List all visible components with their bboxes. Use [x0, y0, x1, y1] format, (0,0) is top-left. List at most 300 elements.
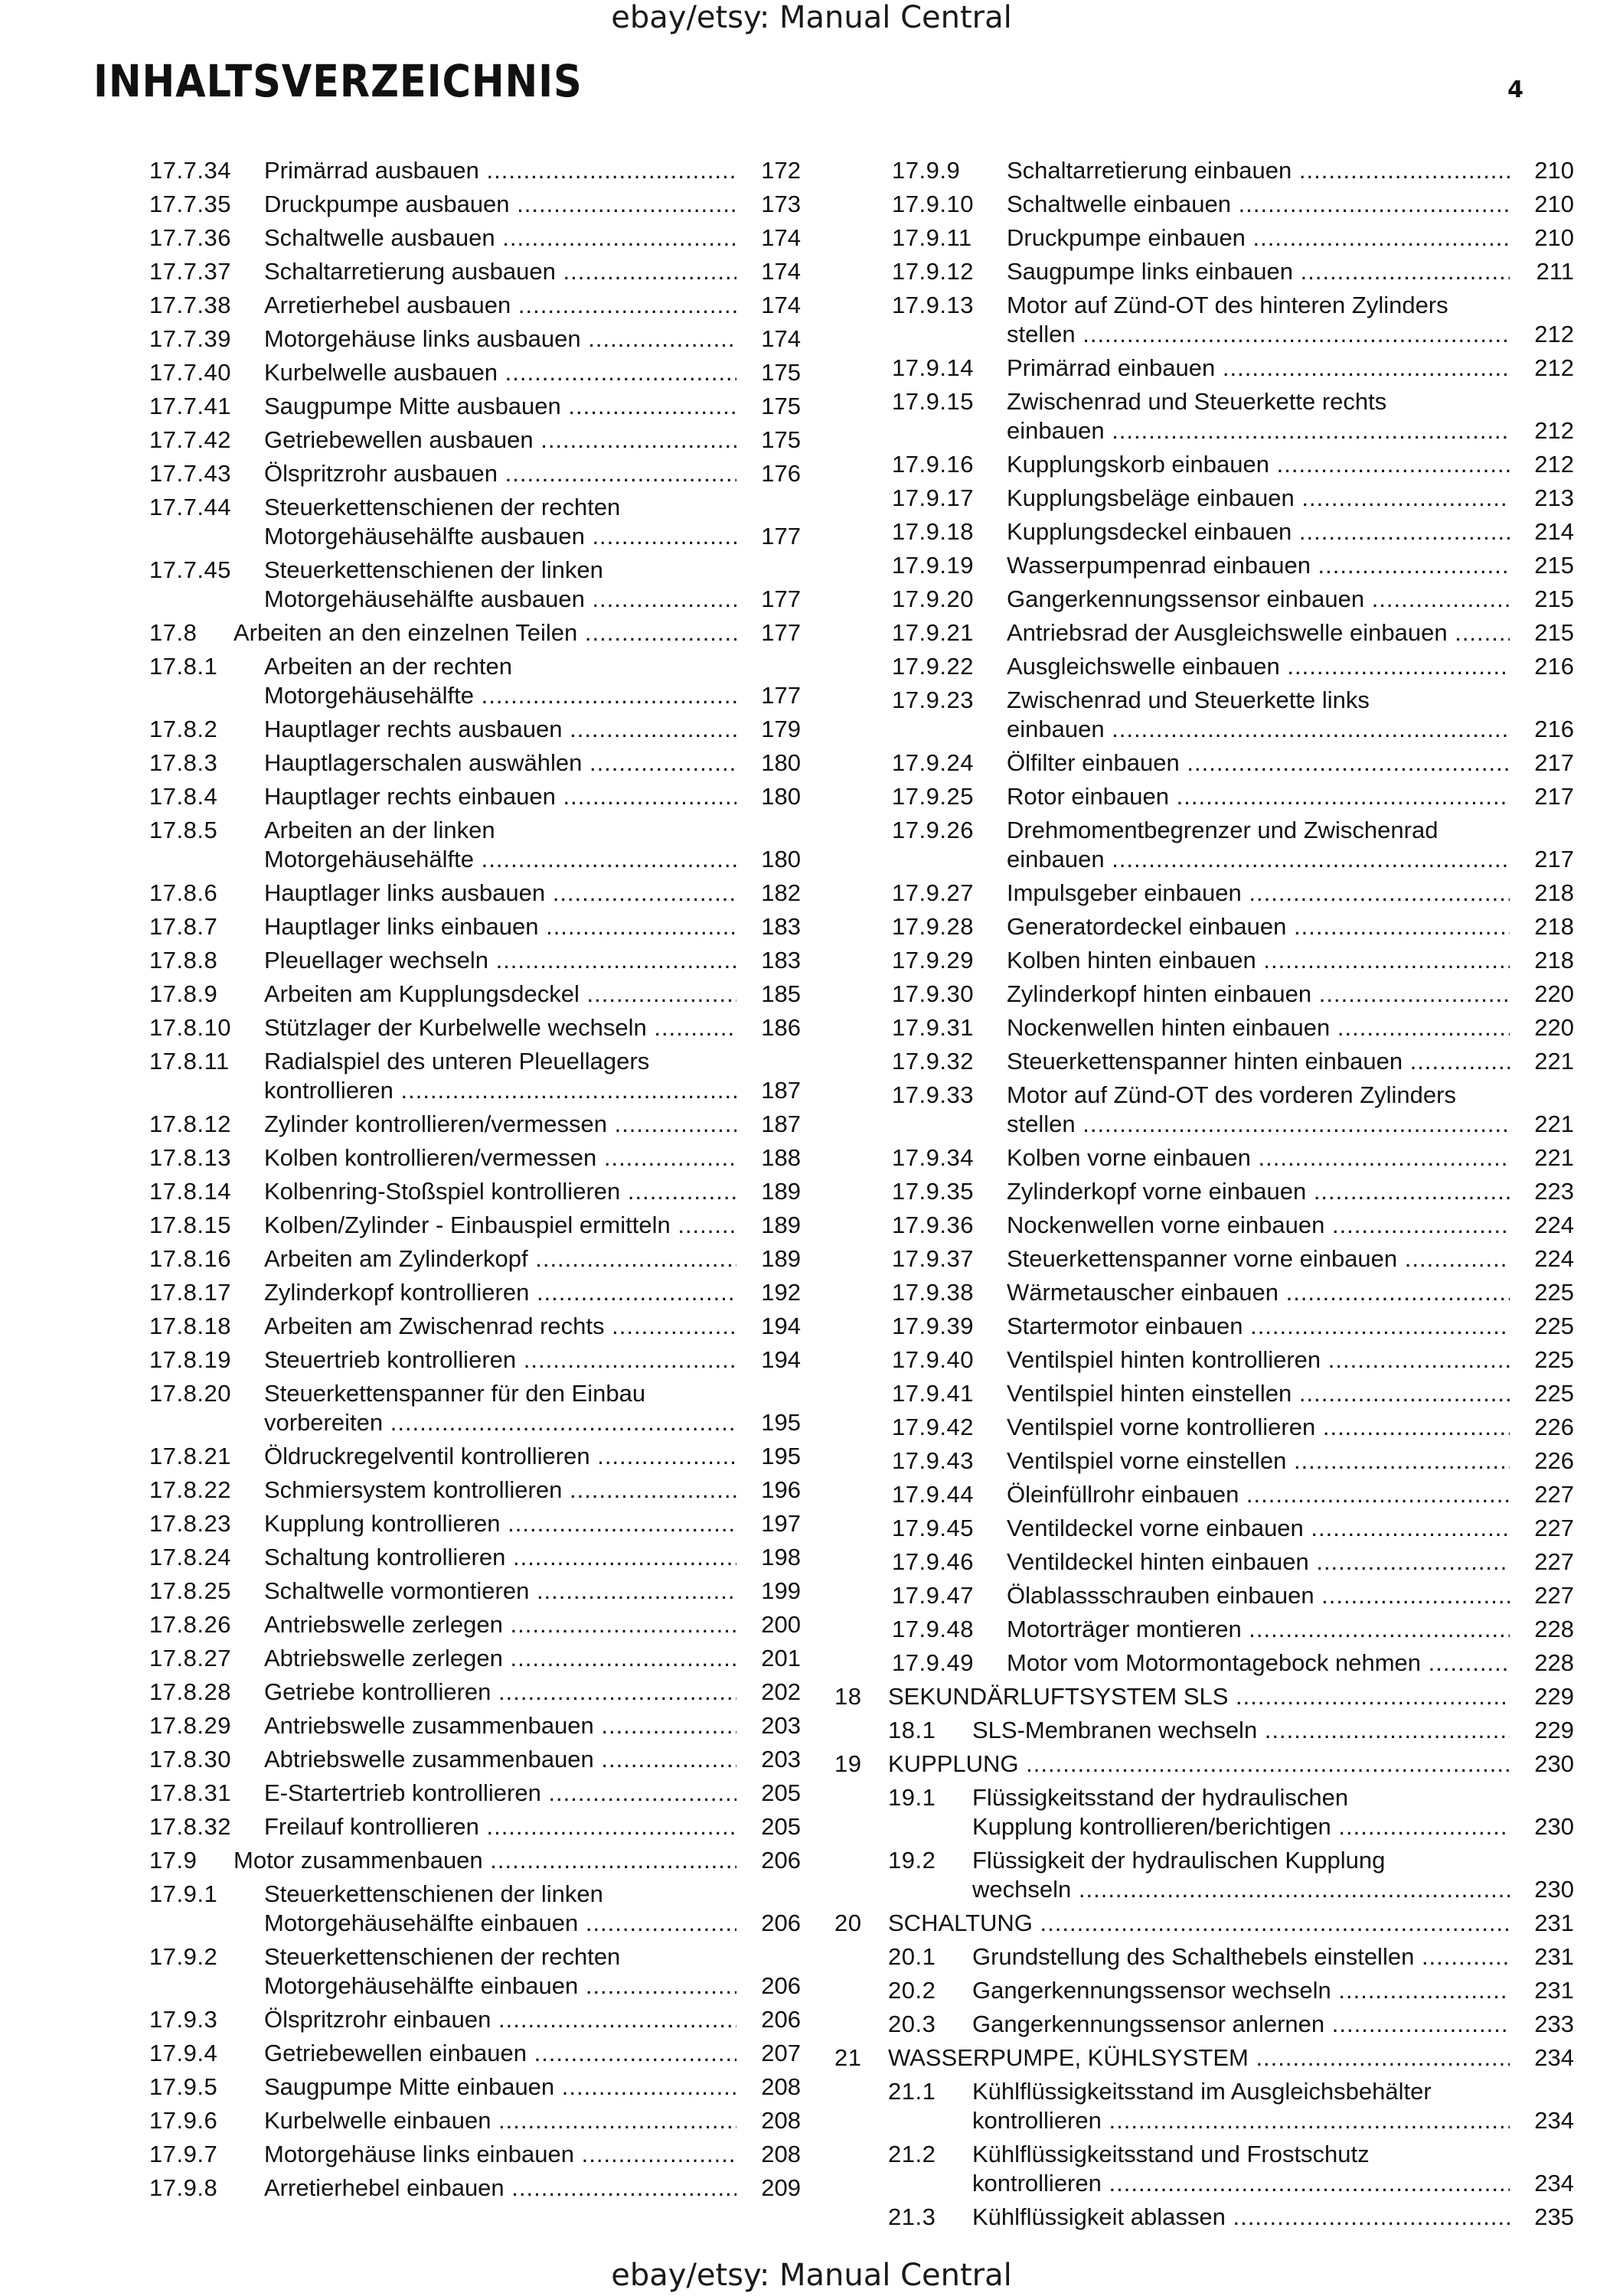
- toc-entry-page: 229: [1516, 1717, 1574, 1744]
- toc-entry-page: 223: [1516, 1178, 1574, 1205]
- toc-entry[interactable]: [834, 913, 1574, 947]
- toc-entry[interactable]: [834, 1784, 1574, 1847]
- toc-entry[interactable]: [834, 518, 1574, 552]
- toc-entry[interactable]: [0, 1544, 801, 1577]
- toc-entry[interactable]: [0, 947, 801, 980]
- toc-entry-title: Wärmetauscher einbauen .....: [1007, 1279, 1510, 1306]
- toc-entry[interactable]: [0, 1048, 801, 1110]
- toc-entry-number: 17.8.31: [149, 1779, 231, 1806]
- toc-entry[interactable]: [0, 494, 801, 556]
- toc-entry[interactable]: [0, 1279, 801, 1313]
- toc-entry[interactable]: [834, 292, 1574, 354]
- toc-entry[interactable]: [0, 292, 801, 325]
- toc-entry-number: 17.9.43: [892, 1447, 974, 1474]
- toc-entry-number: 17.8.5: [149, 817, 218, 843]
- toc-entry[interactable]: [0, 1212, 801, 1245]
- toc-entry[interactable]: [834, 1548, 1574, 1582]
- toc-entry[interactable]: [834, 1616, 1574, 1649]
- toc-entry[interactable]: [0, 1577, 801, 1611]
- toc-entry[interactable]: [834, 585, 1574, 619]
- toc-entry-page: 183: [743, 947, 801, 974]
- toc-entry-title: Arretierhebel ausbauen .....: [264, 292, 736, 319]
- toc-entry[interactable]: [834, 2044, 1574, 2078]
- toc-entry[interactable]: [834, 1414, 1574, 1447]
- toc-entry-number: 17.9.10: [892, 191, 974, 217]
- toc-entry-page: 210: [1516, 191, 1574, 218]
- toc-entry-number: 17.8.22: [149, 1476, 231, 1503]
- toc-entry[interactable]: [834, 783, 1574, 817]
- toc-entry-title: Steuerkettenschienen der linken: [264, 1880, 603, 1907]
- toc-entry-number: 19.2: [888, 1847, 936, 1874]
- toc-entry[interactable]: [0, 2073, 801, 2107]
- toc-entry-number: 17.8.14: [149, 1178, 231, 1205]
- toc-entry-number: 17.8.10: [149, 1014, 231, 1041]
- toc-entry[interactable]: [0, 1110, 801, 1144]
- toc-entry-title: Saugpumpe Mitte ausbauen .....: [264, 393, 736, 420]
- toc-entry[interactable]: [834, 1178, 1574, 1212]
- toc-entry-title: Kolben kontrollieren/vermessen .....: [264, 1144, 736, 1172]
- toc-entry-number: 17.8.32: [149, 1813, 231, 1840]
- toc-entry-title: stellen .....: [1007, 1110, 1510, 1138]
- toc-entry-number: 17.9.20: [892, 585, 974, 612]
- toc-entry-title: Freilauf kontrollieren .....: [264, 1813, 736, 1841]
- toc-entry-page: 216: [1516, 716, 1574, 743]
- toc-entry-page: 230: [1516, 1750, 1574, 1778]
- toc-entry[interactable]: [0, 1346, 801, 1380]
- toc-entry[interactable]: [834, 191, 1574, 224]
- toc-entry-page: 210: [1516, 224, 1574, 252]
- toc-entry-page: 195: [743, 1409, 801, 1437]
- toc-entry-number: 17.8.25: [149, 1577, 231, 1604]
- toc-entry-page: 182: [743, 879, 801, 907]
- toc-entry[interactable]: [834, 1279, 1574, 1313]
- toc-entry[interactable]: [0, 619, 801, 653]
- toc-entry-title: Nockenwellen hinten einbauen .....: [1007, 1014, 1510, 1042]
- toc-entry-title: Kühlflüssigkeitsstand im Ausgleichsbehälter: [972, 2078, 1432, 2105]
- toc-entry-page: 174: [743, 258, 801, 285]
- toc-entry-number: 17.9.12: [892, 258, 974, 285]
- toc-entry[interactable]: [0, 2040, 801, 2073]
- toc-entry[interactable]: [834, 1910, 1574, 1943]
- toc-entry-number: 17.8.15: [149, 1212, 231, 1238]
- toc-entry-title: Saugpumpe links einbauen .....: [1007, 258, 1510, 285]
- toc-entry-page: 224: [1516, 1245, 1574, 1273]
- toc-entry[interactable]: [834, 451, 1574, 484]
- toc-entry[interactable]: [834, 1447, 1574, 1481]
- toc-entry[interactable]: [834, 157, 1574, 191]
- toc-entry-page: 174: [743, 292, 801, 319]
- toc-entry-page: 180: [743, 749, 801, 777]
- toc-entry-page: 200: [743, 1611, 801, 1639]
- toc-entry-number: 17.8.20: [149, 1380, 231, 1407]
- toc-entry-title: Arbeiten am Kupplungsdeckel .....: [264, 980, 736, 1008]
- toc-entry-page: 231: [1516, 1943, 1574, 1971]
- toc-entry-number: 19: [834, 1750, 862, 1777]
- toc-entry[interactable]: [834, 1313, 1574, 1346]
- toc-entry-number: 17.8.11: [149, 1048, 230, 1075]
- toc-entry[interactable]: [0, 1380, 801, 1443]
- toc-entry[interactable]: [0, 1510, 801, 1544]
- toc-entry[interactable]: [0, 325, 801, 359]
- toc-entry[interactable]: [834, 1750, 1574, 1784]
- toc-entry[interactable]: [0, 879, 801, 913]
- toc-entry-number: 17.8.1: [149, 653, 218, 680]
- toc-entry-number: 21.1: [888, 2078, 936, 2105]
- toc-entry-number: 17.7.38: [149, 292, 231, 318]
- toc-entry-title: Ventilspiel hinten einstellen .....: [1007, 1380, 1510, 1407]
- toc-entry-title: Kupplung kontrollieren .....: [264, 1510, 736, 1538]
- toc-entry-number: 20.1: [888, 1943, 936, 1970]
- toc-entry-title: Zylinderkopf hinten einbauen .....: [1007, 980, 1510, 1008]
- toc-entry-number: 17.7.35: [149, 191, 231, 217]
- toc-entry-title: Hauptlager links einbauen .....: [264, 913, 736, 941]
- toc-entry[interactable]: [834, 1081, 1574, 1144]
- toc-entry-number: 17.9.46: [892, 1548, 974, 1575]
- toc-entry-number: 17.9: [149, 1847, 198, 1874]
- toc-entry-title: Flüssigkeit der hydraulischen Kupplung: [972, 1847, 1386, 1874]
- toc-entry-page: 176: [743, 460, 801, 488]
- toc-entry-number: 17.9.32: [892, 1048, 974, 1075]
- toc-entry-title: SEKUNDÄRLUFTSYSTEM SLS .....: [888, 1683, 1510, 1711]
- toc-entry[interactable]: [0, 460, 801, 494]
- toc-entry-title: Hauptlager links ausbauen .....: [264, 879, 736, 907]
- toc-entry[interactable]: [0, 1813, 801, 1847]
- toc-entry-number: 18: [834, 1683, 862, 1710]
- toc-entry-title: Kurbelwelle ausbauen .....: [264, 359, 736, 386]
- toc-entry-number: 17.9.29: [892, 947, 974, 974]
- toc-entry-number: 17.9.40: [892, 1346, 974, 1373]
- toc-entry-page: 218: [1516, 947, 1574, 974]
- toc-entry[interactable]: [0, 157, 801, 191]
- toc-entry-title: Steuerkettenspanner hinten einbauen .....: [1007, 1048, 1510, 1075]
- toc-entry-title: Ölfilter einbauen .....: [1007, 749, 1510, 777]
- toc-entry[interactable]: [0, 913, 801, 947]
- toc-entry-page: 189: [743, 1212, 801, 1239]
- toc-entry-page: 233: [1516, 2011, 1574, 2038]
- toc-entry[interactable]: [834, 980, 1574, 1014]
- toc-entry-title: Flüssigkeitsstand der hydraulischen: [972, 1784, 1349, 1811]
- toc-entry-title: Arretierhebel einbauen .....: [264, 2174, 736, 2202]
- toc-entry-page: 177: [743, 523, 801, 550]
- toc-entry[interactable]: [0, 1476, 801, 1510]
- toc-entry-number: 17.7.42: [149, 426, 231, 453]
- toc-entry[interactable]: [834, 1977, 1574, 2011]
- toc-entry-title: Antriebswelle zusammenbauen .....: [264, 1712, 736, 1740]
- toc-entry-title: Getriebe kontrollieren .....: [264, 1678, 736, 1706]
- toc-entry-number: 17.9.21: [892, 619, 974, 646]
- toc-entry[interactable]: [834, 749, 1574, 783]
- toc-entry-number: 17.9.24: [892, 749, 974, 776]
- toc-entry-page: 217: [1516, 749, 1574, 777]
- toc-entry-title: Motorgehäusehälfte ausbauen .....: [264, 585, 736, 613]
- toc-entry[interactable]: [0, 1943, 801, 2006]
- toc-entry[interactable]: [0, 1014, 801, 1048]
- toc-entry-title: Motorgehäusehälfte .....: [264, 682, 736, 709]
- toc-entry-title: Kupplungsbeläge einbauen .....: [1007, 484, 1510, 512]
- toc-entry-number: 17.8.24: [149, 1544, 231, 1570]
- toc-entry[interactable]: [834, 484, 1574, 518]
- toc-entry[interactable]: [834, 1346, 1574, 1380]
- toc-entry-page: 174: [743, 325, 801, 353]
- toc-entry-title: einbauen .....: [1007, 716, 1510, 743]
- toc-entry-page: 215: [1516, 585, 1574, 613]
- toc-entry-number: 17.7.36: [149, 224, 231, 251]
- toc-entry[interactable]: [834, 2011, 1574, 2044]
- toc-entry-number: 17.7.41: [149, 393, 231, 419]
- toc-entry-page: 220: [1516, 980, 1574, 1008]
- toc-entry[interactable]: [0, 1645, 801, 1678]
- toc-entry-page: 212: [1516, 321, 1574, 348]
- toc-entry-title: wechseln .....: [972, 1876, 1510, 1903]
- toc-entry[interactable]: [0, 556, 801, 619]
- toc-entry-page: 189: [743, 1178, 801, 1205]
- toc-entry-page: 189: [743, 1245, 801, 1273]
- toc-entry-page: 205: [743, 1779, 801, 1807]
- toc-entry[interactable]: [0, 716, 801, 749]
- toc-entry[interactable]: [0, 1313, 801, 1346]
- toc-entry-number: 19.1: [888, 1784, 936, 1811]
- page-number: 4: [1507, 77, 1523, 103]
- toc-entry-page: 230: [1516, 1876, 1574, 1903]
- toc-entry[interactable]: [834, 687, 1574, 749]
- toc-entry-page: 177: [743, 619, 801, 647]
- toc-entry-page: 201: [743, 1645, 801, 1672]
- watermark-top: ebay/etsy: Manual Central: [611, 0, 1012, 35]
- toc-entry-title: vorbereiten .....: [264, 1409, 736, 1437]
- toc-entry-number: 17.8.2: [149, 716, 218, 742]
- toc-entry[interactable]: [834, 1717, 1574, 1750]
- toc-entry-number: 17.8.17: [149, 1279, 231, 1306]
- toc-entry[interactable]: [0, 2174, 801, 2208]
- toc-entry[interactable]: [0, 191, 801, 224]
- toc-entry-title: Kolben vorne einbauen .....: [1007, 1144, 1510, 1172]
- toc-entry[interactable]: [834, 1048, 1574, 1081]
- toc-entry-title: Kolben hinten einbauen .....: [1007, 947, 1510, 974]
- toc-entry-title: Schaltarretierung einbauen .....: [1007, 157, 1510, 184]
- toc-entry-title: Nockenwellen vorne einbauen .....: [1007, 1212, 1510, 1239]
- toc-entry-number: 17.8.27: [149, 1645, 231, 1671]
- toc-entry-title: Zwischenrad und Steuerkette links: [1007, 687, 1370, 713]
- toc-entry-number: 17.9.30: [892, 980, 974, 1007]
- toc-entry-number: 17.9.31: [892, 1014, 974, 1041]
- toc-entry-title: Steuerkettenschienen der linken: [264, 556, 603, 583]
- toc-entry-number: 17.9.26: [892, 817, 974, 843]
- toc-entry[interactable]: [834, 354, 1574, 388]
- toc-entry[interactable]: [834, 388, 1574, 451]
- toc-entry[interactable]: [834, 224, 1574, 258]
- toc-entry-title: Arbeiten an den einzelnen Teilen .....: [233, 619, 736, 647]
- toc-entry-title: Steuerkettenspanner für den Einbau: [264, 1380, 646, 1407]
- toc-entry[interactable]: [0, 1847, 801, 1880]
- toc-entry-number: 17.9.36: [892, 1212, 974, 1238]
- toc-entry-number: 17.8.29: [149, 1712, 231, 1739]
- toc-entry[interactable]: [0, 1678, 801, 1712]
- toc-entry[interactable]: [0, 1245, 801, 1279]
- toc-entry[interactable]: [834, 1481, 1574, 1515]
- toc-entry-page: 212: [1516, 417, 1574, 445]
- toc-entry[interactable]: [0, 1443, 801, 1476]
- toc-entry-number: 17.8.23: [149, 1510, 231, 1537]
- toc-entry-page: 225: [1516, 1346, 1574, 1374]
- toc-entry-page: 206: [743, 1972, 801, 2000]
- toc-entry[interactable]: [834, 258, 1574, 292]
- toc-entry-title: Druckpumpe einbauen .....: [1007, 224, 1510, 252]
- toc-entry-title: Zylinder kontrollieren/vermessen .....: [264, 1110, 736, 1138]
- toc-entry-number: 17.9.4: [149, 2040, 218, 2066]
- toc-entry-page: 208: [743, 2141, 801, 2168]
- toc-entry-page: 209: [743, 2174, 801, 2202]
- toc-entry-number: 20.3: [888, 2011, 936, 2037]
- toc-entry[interactable]: [834, 1515, 1574, 1548]
- toc-entry-title: Zylinderkopf vorne einbauen .....: [1007, 1178, 1510, 1205]
- toc-entry-title: Saugpumpe Mitte einbauen .....: [264, 2073, 736, 2101]
- toc-entry-title: kontrollieren .....: [264, 1077, 736, 1104]
- toc-entry[interactable]: [834, 2203, 1574, 2237]
- toc-entry[interactable]: [0, 426, 801, 460]
- toc-entry-number: 17.8.6: [149, 879, 218, 906]
- toc-entry-number: 17.9.9: [892, 157, 961, 184]
- toc-entry[interactable]: [834, 552, 1574, 585]
- toc-entry-number: 17.8.13: [149, 1144, 231, 1171]
- toc-entry[interactable]: [0, 817, 801, 879]
- toc-entry-page: 220: [1516, 1014, 1574, 1042]
- toc-entry-page: 225: [1516, 1313, 1574, 1340]
- toc-entry[interactable]: [834, 619, 1574, 653]
- toc-entry[interactable]: [834, 1014, 1574, 1048]
- toc-entry-title: Kupplungsdeckel einbauen .....: [1007, 518, 1510, 546]
- toc-entry-number: 17.9.25: [892, 783, 974, 810]
- toc-entry-number: 17.9.8: [149, 2174, 218, 2201]
- toc-entry-number: 17.8.4: [149, 783, 218, 810]
- toc-entry-page: 195: [743, 1443, 801, 1470]
- toc-entry-title: Ölspritzrohr ausbauen .....: [264, 460, 736, 488]
- toc-entry-page: 227: [1516, 1582, 1574, 1609]
- toc-entry[interactable]: [0, 1880, 801, 1943]
- toc-entry[interactable]: [834, 1380, 1574, 1414]
- toc-entry[interactable]: [834, 1683, 1574, 1717]
- toc-entry[interactable]: [0, 359, 801, 393]
- toc-entry-number: 17.9.38: [892, 1279, 974, 1306]
- toc-entry-title: Startermotor einbauen .....: [1007, 1313, 1510, 1340]
- toc-entry-number: 17.8.16: [149, 1245, 231, 1272]
- toc-entry[interactable]: [834, 879, 1574, 913]
- toc-entry-number: 17.9.15: [892, 388, 974, 415]
- toc-entry-title: Steuerkettenschienen der rechten: [264, 1943, 621, 1970]
- toc-entry[interactable]: [834, 1144, 1574, 1178]
- toc-entry[interactable]: [834, 1582, 1574, 1616]
- toc-entry-title: Schaltarretierung ausbauen .....: [264, 258, 736, 285]
- toc-entry[interactable]: [834, 2141, 1574, 2203]
- toc-entry[interactable]: [834, 1649, 1574, 1683]
- toc-entry-page: 227: [1516, 1515, 1574, 1542]
- toc-entry-title: Arbeiten am Zwischenrad rechts .....: [264, 1313, 736, 1340]
- toc-entry[interactable]: [0, 2107, 801, 2141]
- toc-entry-page: 221: [1516, 1110, 1574, 1138]
- toc-entry[interactable]: [0, 224, 801, 258]
- toc-entry-number: 17.9.17: [892, 484, 974, 511]
- toc-entry-number: 17.9.6: [149, 2107, 218, 2134]
- toc-entry[interactable]: [0, 1779, 801, 1813]
- toc-entry-page: 177: [743, 682, 801, 709]
- toc-entry[interactable]: [0, 1746, 801, 1779]
- toc-entry[interactable]: [0, 1178, 801, 1212]
- toc-entry-number: 17.9.45: [892, 1515, 974, 1541]
- toc-entry-title: Ventilspiel vorne kontrollieren .....: [1007, 1414, 1510, 1441]
- toc-entry-number: 17.8.28: [149, 1678, 231, 1705]
- toc-entry-title: Motorgehäusehälfte ausbauen .....: [264, 523, 736, 550]
- toc-entry-title: KUPPLUNG .....: [888, 1750, 1510, 1778]
- toc-entry-page: 215: [1516, 552, 1574, 579]
- toc-entry-title: Kupplung kontrollieren/berichtigen .....: [972, 1813, 1510, 1841]
- toc-entry[interactable]: [0, 2006, 801, 2040]
- toc-entry-number: 17.9.34: [892, 1144, 974, 1171]
- toc-entry-page: 206: [743, 2006, 801, 2033]
- toc-entry-title: Grundstellung des Schalthebels einstellen .....: [972, 1943, 1510, 1971]
- toc-entry-number: 17.7.34: [149, 157, 231, 184]
- toc-entry-page: 230: [1516, 1813, 1574, 1841]
- toc-entry-title: Steuerkettenspanner vorne einbauen .....: [1007, 1245, 1510, 1273]
- toc-entry-number: 17.7.43: [149, 460, 231, 487]
- toc-entry[interactable]: [834, 653, 1574, 687]
- toc-entry[interactable]: [834, 817, 1574, 879]
- toc-entry-number: 17.7.37: [149, 258, 231, 285]
- toc-entry-number: 17.8.9: [149, 980, 218, 1007]
- toc-entry[interactable]: [834, 1212, 1574, 1245]
- toc-entry-title: Schaltwelle einbauen .....: [1007, 191, 1510, 218]
- toc-entry-title: Motorträger montieren .....: [1007, 1616, 1510, 1643]
- toc-entry-title: Motorgehäusehälfte .....: [264, 846, 736, 873]
- toc-entry-title: Rotor einbauen .....: [1007, 783, 1510, 810]
- toc-entry-number: 17.9.48: [892, 1616, 974, 1642]
- toc-entry[interactable]: [0, 783, 801, 817]
- toc-entry-page: 213: [1516, 484, 1574, 512]
- toc-entry[interactable]: [0, 393, 801, 426]
- toc-entry-page: 229: [1516, 1683, 1574, 1711]
- toc-entry-page: 228: [1516, 1616, 1574, 1643]
- toc-entry-number: 17.9.44: [892, 1481, 974, 1508]
- toc-entry-number: 17.9.19: [892, 552, 974, 579]
- toc-entry-page: 231: [1516, 1910, 1574, 1937]
- toc-entry-number: 17.9.39: [892, 1313, 974, 1339]
- page-title: INHALTSVERZEICHNIS: [93, 55, 583, 107]
- toc-entry-page: 211: [1516, 258, 1574, 285]
- toc-entry[interactable]: [0, 2141, 801, 2174]
- toc-entry-page: 218: [1516, 913, 1574, 941]
- toc-entry-page: 205: [743, 1813, 801, 1841]
- toc-entry[interactable]: [0, 749, 801, 783]
- toc-entry[interactable]: [0, 1611, 801, 1645]
- toc-entry-page: 175: [743, 426, 801, 454]
- toc-entry-page: 186: [743, 1014, 801, 1042]
- toc-entry[interactable]: [0, 258, 801, 292]
- toc-entry-page: 227: [1516, 1481, 1574, 1508]
- toc-entry-title: Wasserpumpenrad einbauen .....: [1007, 552, 1510, 579]
- toc-entry[interactable]: [834, 1943, 1574, 1977]
- toc-entry[interactable]: [834, 2078, 1574, 2141]
- toc-entry[interactable]: [834, 1245, 1574, 1279]
- toc-entry[interactable]: [0, 1712, 801, 1746]
- toc-entry-page: 198: [743, 1544, 801, 1571]
- toc-entry-page: 212: [1516, 451, 1574, 478]
- toc-entry[interactable]: [0, 980, 801, 1014]
- toc-entry[interactable]: [0, 653, 801, 716]
- toc-entry-page: 188: [743, 1144, 801, 1172]
- toc-entry-page: 210: [1516, 157, 1574, 184]
- toc-entry[interactable]: [834, 947, 1574, 980]
- toc-entry[interactable]: [834, 1847, 1574, 1910]
- toc-entry-page: 173: [743, 191, 801, 218]
- toc-entry[interactable]: [0, 1144, 801, 1178]
